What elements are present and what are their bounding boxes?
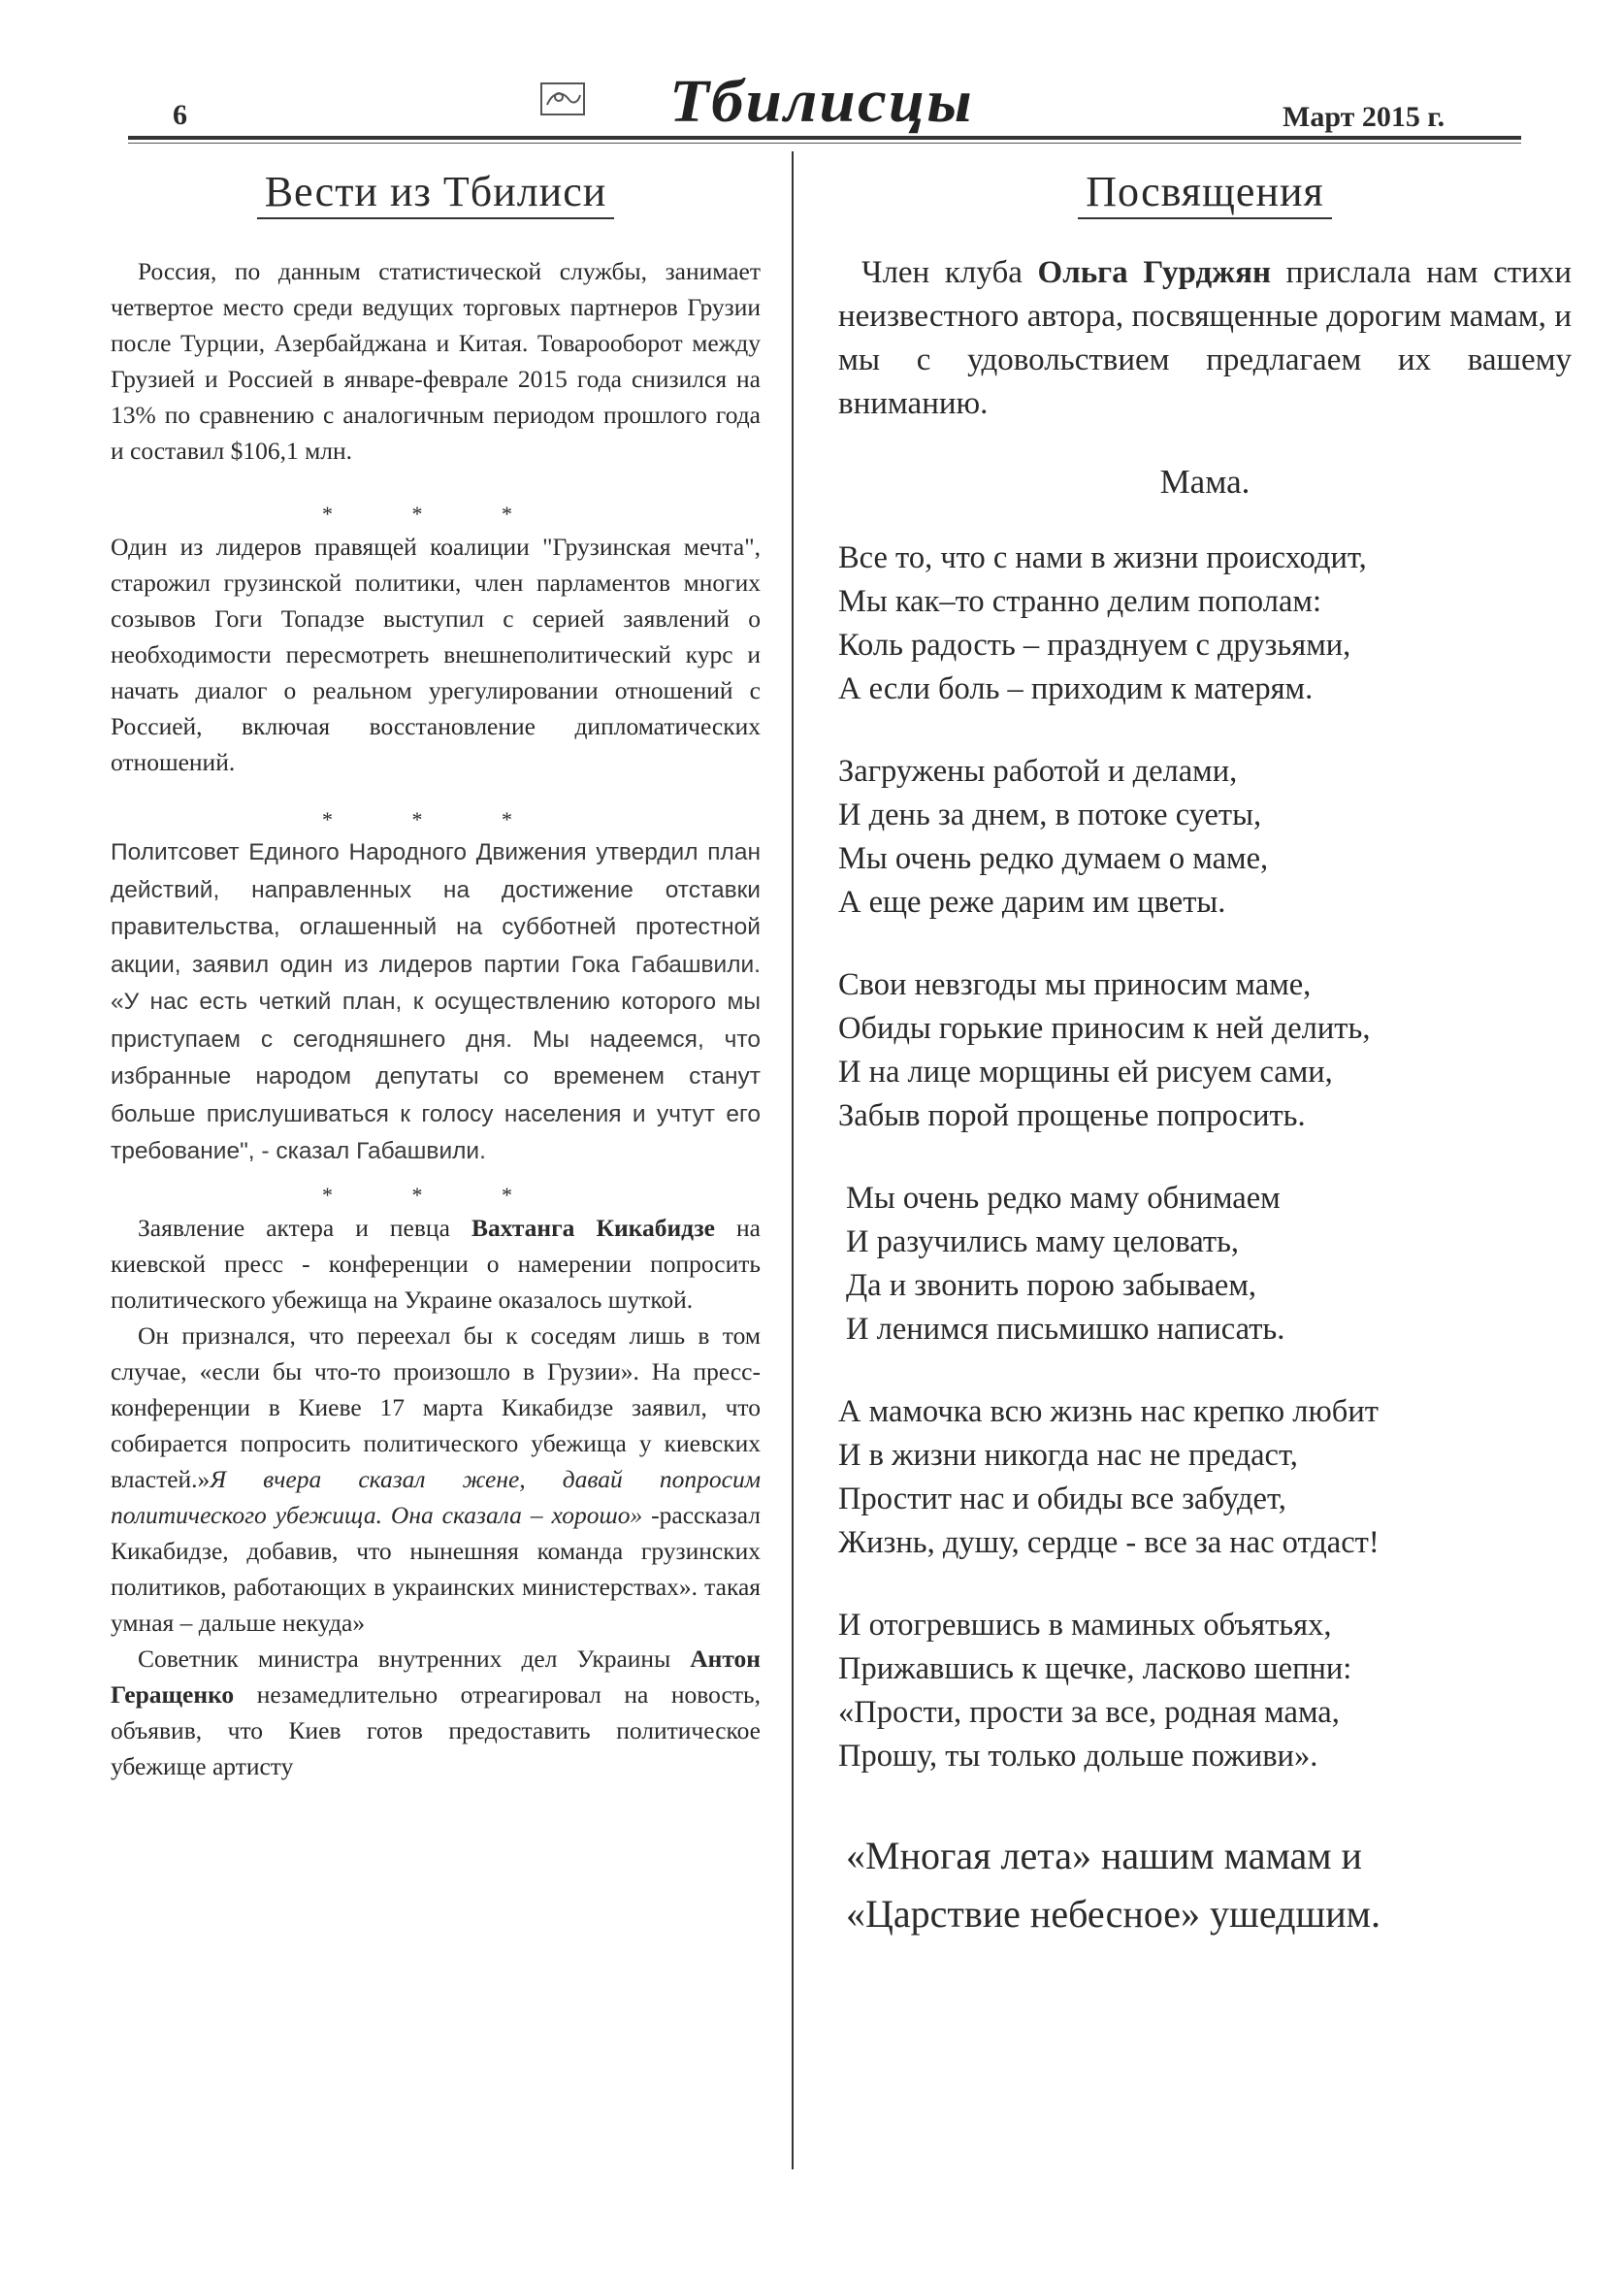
name-gurdzhyan: Ольга Гурджян [1037,255,1271,290]
poem-line: Прижавшись к щечке, ласково шепни: [838,1651,1352,1686]
newspaper-emblem-icon [539,81,586,116]
poem-stanza [838,537,1572,711]
separator-stars: * * * [322,807,549,831]
poem-line: Забыв порой прощенье попросить. [838,1098,1306,1133]
poem-line: А если боль – приходим к матерям. [838,671,1314,706]
poem-stanza [838,963,1572,1138]
news-item-trade: Россия, по данным статистической службы, занимает четвертое место среди ведущих торговых партнеров Грузии после Турции, Азербайджана и Китая. Товарооборот между Грузией и Россией в январе-феврале 2015 года снизился на 13% по сравнению с аналогичным периодом прошлого года и составил $106,1 млн. [111,257,761,465]
poem-line: Прошу, ты только дольше поживи». [838,1739,1318,1774]
poem-line: А еще реже дарим им цветы. [838,885,1226,920]
news-item-kikabidze: Заявление актера и певца Вахтанга Кикабидзе на киевской пресс - конференции о намерении попросить политического убежища на Украине оказалось шуткой. [111,1213,761,1314]
quote-kikabidze: Я вчера сказал жене, давай попросим политического убежища. Она сказала – хорошо» [111,1464,761,1529]
poem-stanza [838,1390,1572,1565]
poem-line: Простит нас и обиды все забудет, [838,1482,1286,1516]
poem-line: Мы очень редко думаем о маме, [838,841,1269,876]
issue-date: Март 2015 г. [1283,101,1445,133]
poem-line: И отогревшись в маминых объятьях, [838,1608,1332,1643]
separator-stars: * * * [322,1182,549,1207]
masthead-title: Тбилисцы [669,69,974,135]
poem-line: И ленимся письмишко написать. [846,1312,1285,1347]
poem-line: Обиды горькие приносим к ней делить, [838,1011,1371,1046]
news-item-topadze: Один из лидеров правящей коалиции "Грузинская мечта", старожил грузинской политики, член парламентов многих созывов Гоги Топадзе выступил с серией заявлений о необходимости пересмотреть внешнеполитический курс и начать диалог о реальном урегулировании отношений с Россией, включая восстановление дипломатических отношений. [111,533,761,776]
section-title-news: Вести из Тбилиси [111,167,761,216]
news-item-politsovet: Политсовет Единого Народного Движения утвердил план действий, направленных на достижение отставки правительства, оглашенный на субботней протестной акции, заявил один из лидеров партии Гока Габашвили. «У нас есть четкий план, к осуществлению которого мы приступаем с сегодняшнего дня. Мы надеемся, что избранные народом депутаты со временем станут больше прислушиваться к голосу населения и учтут его требование", - сказал Габашвили. [111,839,761,1164]
poem-line: И разучились маму целовать, [846,1224,1240,1259]
dedication-intro: Член клуба Ольга Гурджян прислала нам стихи неизвестного автора, посвященные дорогим мамам, и мы с удовольствием предлагаем их вашему вниманию. [838,255,1572,421]
header-rule [128,136,1521,140]
poem-line: Мы очень редко маму обнимаем [846,1181,1281,1216]
poem-line: И в жизни никогда нас не предаст, [838,1438,1298,1473]
page-header [0,0,1624,155]
poem-line: Свои невзгоды мы приносим маме, [838,967,1312,1002]
section-title-dedications: Посвящения [838,167,1572,216]
name-kikabidze: Вахтанга Кикабидзе [471,1213,715,1242]
poem-line: Жизнь, душу, сердце - все за нас отдаст! [838,1525,1380,1560]
left-column [111,155,761,1784]
closing-dedication [838,1827,1572,1943]
poem-line: Мы как–то странно делим пополам: [838,584,1321,619]
poem-title: Мама. [1159,463,1250,501]
poem-line: «Прости, прости за все, родная мама, [838,1695,1340,1730]
news-item-gerashchenko: Советник министра внутренних дел Украины Антон Геращенко незамедлительно отреагировал на новость, объявив, что Киев готов предоставить политическое убежище артисту [111,1644,761,1780]
poem-line: И на лице морщины ей рисуем сами, [838,1055,1333,1090]
poem-stanza [838,1177,1572,1352]
poem-stanza [838,750,1572,925]
poem-line: А мамочка всю жизнь нас крепко любит [838,1394,1379,1429]
poem-line: Да и звонить порою забываем, [846,1268,1257,1303]
news-item-kikabidze-cont: Он признался, что переехал бы к соседям лишь в том случае, «если бы что-то произошло в Грузии». На пресс-конференции в Киеве 17 марта Кикабидзе заявил, что собирается попросить политического убежища у киевских властей.»Я вчера сказал жене, давай попросим политического убежища. Она сказала – хорошо» -рассказал Кикабидзе, добавив, что нынешняя команда грузинских политиков, работающих в украинских министерствах». такая умная – дальше некуда» [111,1320,761,1637]
poem-line: Все то, что с нами в жизни происходит, [838,540,1367,575]
name-gerashchenko: Антон Геращенко [111,1644,761,1709]
closing-line: «Многая лета» нашим мамам и [846,1834,1362,1877]
separator-stars: * * * [322,502,549,526]
header-rule-thin [128,143,1521,144]
poem-line: И день за днем, в потоке суеты, [838,798,1262,832]
closing-line: «Царствие небесное» ушедшим. [846,1892,1380,1936]
page-number: 6 [173,99,187,131]
poem-line: Загружены работой и делами, [838,754,1238,789]
column-divider [792,151,794,2169]
right-column [838,155,1572,1943]
poem-stanza [838,1604,1572,1778]
poem-line: Коль радость – празднуем с друзьями, [838,628,1351,663]
